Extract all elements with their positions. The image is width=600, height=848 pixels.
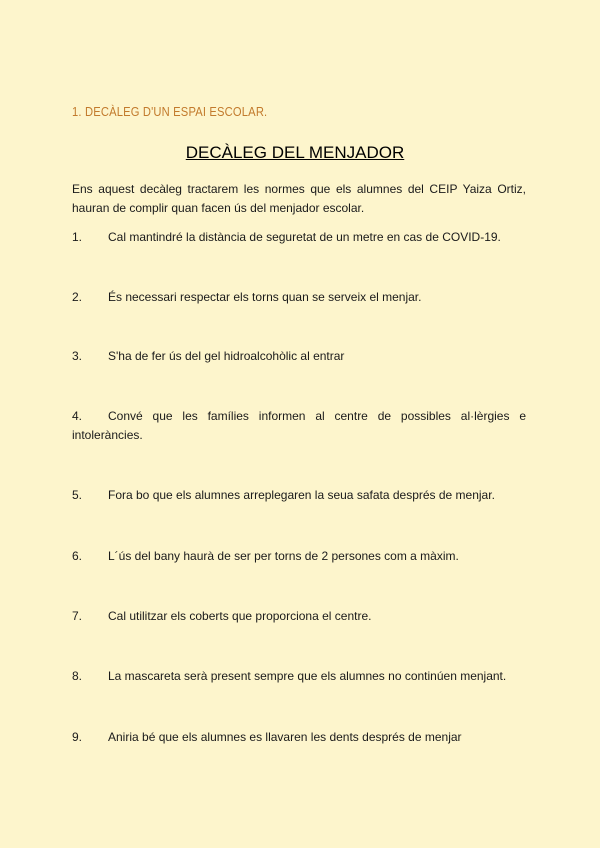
rule-item: [72, 547, 526, 566]
rule-number: 5.: [72, 488, 83, 502]
rule-item: [72, 347, 526, 366]
rule-number: 8.: [72, 669, 83, 683]
rule-number: 9.: [72, 730, 83, 744]
section-heading: 1. DECÀLEG D'UN ESPAI ESCOLAR.: [72, 104, 268, 119]
rule-number: 7.: [72, 609, 83, 623]
rule-text: Aniria bé que els alumnes es llavaren les dents després de menjar: [108, 730, 462, 744]
rule-number: 6.: [72, 549, 83, 563]
rule-item: [72, 728, 526, 747]
rule-text: Cal mantindré la distància de seguretat de un metre en cas de COVID-19.: [108, 230, 501, 244]
rule-item: [72, 486, 526, 505]
rule-item: [72, 288, 526, 307]
rule-number: 1.: [72, 230, 83, 244]
rule-item: [72, 407, 526, 444]
intro-paragraph: Ens aquest decàleg tractarem les normes que els alumnes del CEIP Yaiza Ortiz, hauran de complir quan facen ús del menjador escolar.: [72, 182, 526, 215]
rule-number: 2.: [72, 290, 83, 304]
rule-text: La mascareta serà present sempre que els alumnes no continúen menjant.: [108, 669, 507, 683]
rule-number: 3.: [72, 349, 83, 363]
rule-text: L´ús del bany haurà de ser per torns de 2 persones com a màxim.: [108, 549, 459, 563]
rule-item: [72, 607, 526, 626]
rule-text: Convé que les famílies informen al centre de possibles al·lèrgies e intoleràncies.: [72, 409, 526, 442]
rule-text: És necessari respectar els torns quan se serveix el menjar.: [108, 290, 422, 304]
rule-item: [72, 228, 526, 247]
rule-item: [72, 667, 526, 686]
rule-text: Fora bo que els alumnes arreplegaren la seua safata després de menjar.: [108, 488, 495, 502]
page-title: DECÀLEG DEL MENJADOR: [185, 143, 405, 162]
rule-text: Cal utilitzar els coberts que proporciona el centre.: [108, 609, 372, 623]
rule-number: 4.: [72, 409, 83, 423]
rule-text: S'ha de fer ús del gel hidroalcohòlic al entrar: [108, 349, 345, 363]
